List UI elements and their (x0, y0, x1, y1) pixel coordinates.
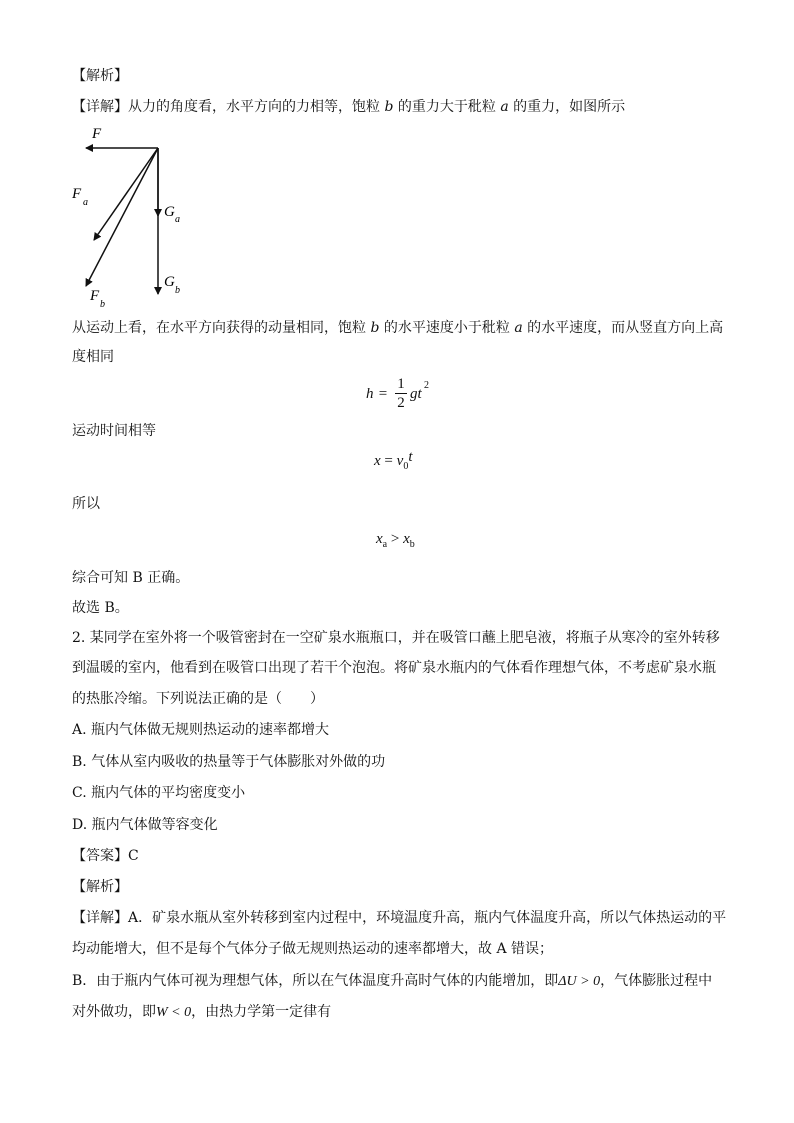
eq-var: x (403, 531, 410, 547)
eq-var: gt (410, 386, 422, 402)
var-b: b (384, 99, 394, 115)
eq-op: = (375, 386, 391, 402)
force-diagram (66, 122, 196, 310)
choose-text: 故选 B。 (72, 600, 129, 616)
detail-text: 的重力，如图所示 (508, 99, 626, 115)
motion-text: 的水平速度，而从竖直方向上高 (522, 320, 724, 336)
analysis-heading-1: 【解析】 (72, 68, 128, 84)
label-fb-sub: b (100, 299, 105, 310)
eq-sup: 2 (424, 380, 429, 391)
motion-text: 的水平速度小于秕粒 (379, 320, 515, 336)
var-a: a (514, 320, 523, 336)
label-gb: G (164, 274, 175, 290)
detail-paragraph-1 (72, 97, 625, 117)
detail-2-line-4 (72, 1002, 331, 1023)
detail-text: 对外做功，即 (72, 1004, 156, 1020)
detail-text: 的重力大于秕粒 (393, 99, 501, 115)
time-equal-text: 运动时间相等 (72, 423, 156, 439)
eq-var: h (366, 386, 374, 402)
eq-op: = (380, 453, 397, 469)
detail-text: ，气体膨胀过程中 (600, 973, 713, 989)
detail-text: ，由热力学第一定律有 (191, 1004, 332, 1020)
eq-sub: 0 (403, 461, 409, 472)
answer-text: 【答案】C (72, 848, 139, 864)
option-b: B. 气体从室内吸收的热量等于气体膨胀对外做的功 (72, 754, 386, 770)
label-ga-sub: a (175, 214, 180, 225)
force-fa-arrow (94, 148, 158, 240)
detail-2-line-3 (72, 971, 712, 992)
detail-text: B．由于瓶内气体可视为理想气体，所以在气体温度升高时气体的内能增加，即 (72, 973, 559, 989)
analysis-heading-2: 【解析】 (72, 879, 128, 895)
label-ga: G (164, 204, 175, 220)
detail-2-line-2: 均动能增大，但不是每个气体分子做无规则热运动的速率都增大，故 A 错误； (72, 941, 554, 957)
motion-paragraph (72, 318, 723, 338)
eq-sub: b (409, 539, 415, 550)
eq-sub: a (382, 539, 388, 550)
inline-math: W < 0 (156, 1005, 192, 1020)
option-c: C. 瓶内气体的平均密度变小 (72, 785, 246, 801)
question-2-line-1: 2. 某同学在室外将一个吸管密封在一空矿泉水瓶瓶口，并在吸管口蘸上肥皂液，将瓶子从寒冷的室外转移 (72, 630, 720, 646)
label-fa: F (72, 186, 82, 202)
fraction-bar (395, 393, 407, 394)
detail-text: 【详解】从力的角度看，水平方向的力相等，饱粒 (72, 99, 385, 115)
option-d: D. 瓶内气体做等容变化 (72, 817, 218, 833)
var-a: a (500, 99, 509, 115)
label-f: F (92, 126, 102, 142)
detail-2-line-1: 【详解】A．矿泉水瓶从室外转移到室内过程中，环境温度升高，瓶内气体温度升高，所以气体热运动的平 (72, 910, 727, 926)
option-a: A. 瓶内气体做无规则热运动的速率都增大 (72, 722, 330, 738)
inline-math: ΔU > 0 (558, 974, 601, 989)
question-2-line-3: 的热胀冷缩。下列说法正确的是（ ） (72, 691, 324, 707)
eq-var: t (408, 449, 413, 465)
label-fb: F (90, 288, 100, 304)
motion-paragraph-cont: 度相同 (72, 349, 114, 365)
var-b: b (370, 320, 380, 336)
label-fa-sub: a (83, 197, 88, 208)
eq-var: x (374, 453, 381, 469)
equation-x (374, 449, 413, 472)
equation-compare (376, 531, 415, 550)
eq-op: > (387, 531, 404, 547)
label-gb-sub: b (175, 285, 180, 296)
so-text: 所以 (72, 496, 100, 512)
conclusion-text: 综合可知 B 正确。 (72, 570, 190, 586)
force-fb-arrow (86, 148, 158, 286)
motion-text: 从运动上看，在水平方向获得的动量相同，饱粒 (72, 320, 371, 336)
eq-den: 2 (397, 395, 405, 411)
eq-var: v (396, 453, 404, 469)
eq-num: 1 (397, 376, 405, 392)
question-2-line-2: 到温暖的室内，他看到在吸管口出现了若干个泡泡。将矿泉水瓶内的气体看作理想气体，不考虑矿泉水瓶 (72, 660, 716, 676)
eq-var: x (376, 531, 383, 547)
